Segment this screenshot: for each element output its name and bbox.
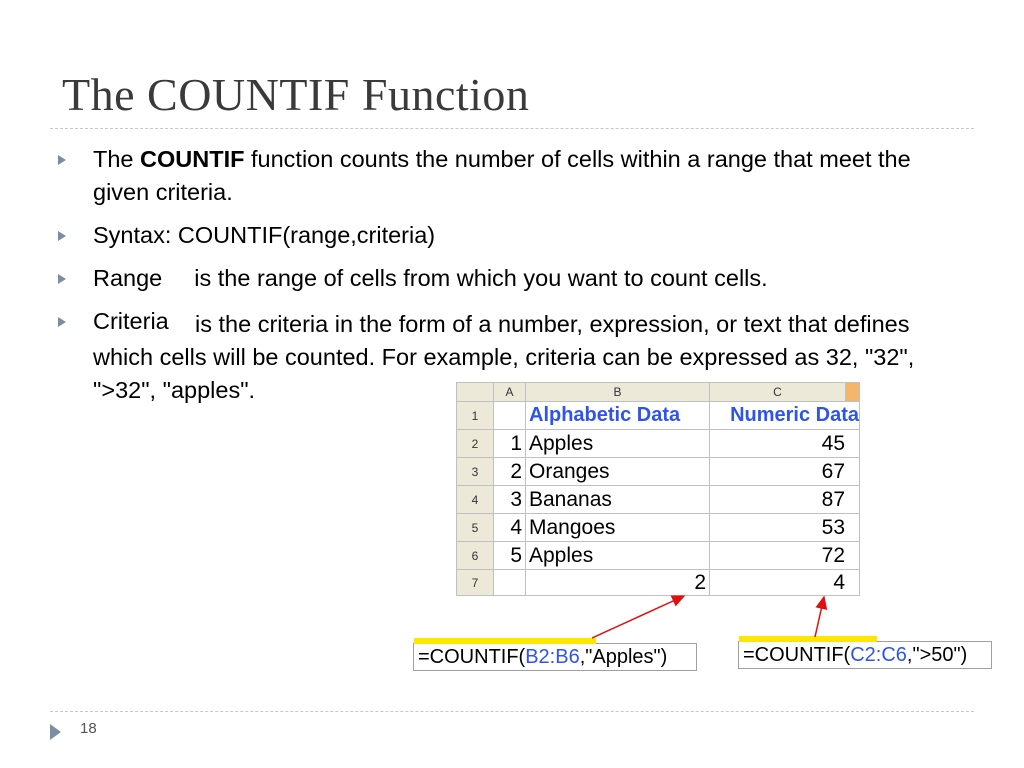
cell[interactable]: 1 [494,430,526,458]
cell[interactable]: Apples [526,542,710,570]
column-header-a[interactable]: A [494,383,526,402]
cell[interactable]: Mangoes [526,514,710,542]
formula-prefix: =COUNTIF( [743,644,851,666]
cell[interactable]: Apples [526,430,710,458]
cell[interactable]: 67 [710,458,860,486]
cell[interactable]: 4 [494,514,526,542]
cell[interactable]: 2 [494,458,526,486]
column-header-b[interactable]: B [526,383,710,402]
cell[interactable]: 45 [710,430,860,458]
cell[interactable]: 5 [494,542,526,570]
cell-header-numeric[interactable]: Numeric Data [710,402,860,430]
row-header[interactable]: 5 [457,514,494,542]
column-header-c[interactable]: C [710,383,846,402]
bullet-text-pre: The [93,146,141,172]
footer-triangle-icon [50,724,61,740]
slide-title: The COUNTIF Function [62,69,530,120]
cell[interactable]: Bananas [526,486,710,514]
bullet-text-post: function counts the number of cells within a range that meet the given criteria. [93,146,911,205]
formula-range-ref: B2:B6 [525,646,580,668]
row-header[interactable]: 4 [457,486,494,514]
arrow-to-c7 [815,597,824,637]
row-header[interactable]: 6 [457,542,494,570]
page-number: 18 [80,720,97,737]
cell-countif-result-c[interactable]: 4 [710,570,860,596]
cell-countif-result-b[interactable]: 2 [526,570,710,596]
cell[interactable]: 87 [710,486,860,514]
cell[interactable]: Oranges [526,458,710,486]
cell[interactable]: 72 [710,542,860,570]
row-header[interactable]: 3 [457,458,494,486]
cell[interactable]: 3 [494,486,526,514]
bullet-term: Range [93,265,163,291]
criteria-description: is the criteria in the form of a number, expression, or text that defines which cells will be counted. For example, criteria can be expressed as 32, "32", ">32", "apples". [93,311,915,403]
footer-divider [50,711,974,712]
bullet-term: Criteria [93,308,169,334]
formula-range-ref: C2:C6 [850,644,907,666]
formula-prefix: =COUNTIF( [418,646,526,668]
bullet-text-bold: COUNTIF [140,146,245,172]
row-header[interactable]: 2 [457,430,494,458]
bullet-text: Syntax: COUNTIF(range,criteria) [93,222,436,248]
cell[interactable]: 53 [710,514,860,542]
row-header[interactable]: 1 [457,402,494,430]
bullet-text: is the range of cells from which you want to count cells. [194,265,768,291]
row-header[interactable]: 7 [457,570,494,596]
arrow-to-b7 [592,596,684,638]
formula-suffix: ,"Apples") [579,646,668,668]
formula-suffix: ,">50") [906,644,968,666]
cell-header-alphabetic[interactable]: Alphabetic Data [526,402,710,430]
